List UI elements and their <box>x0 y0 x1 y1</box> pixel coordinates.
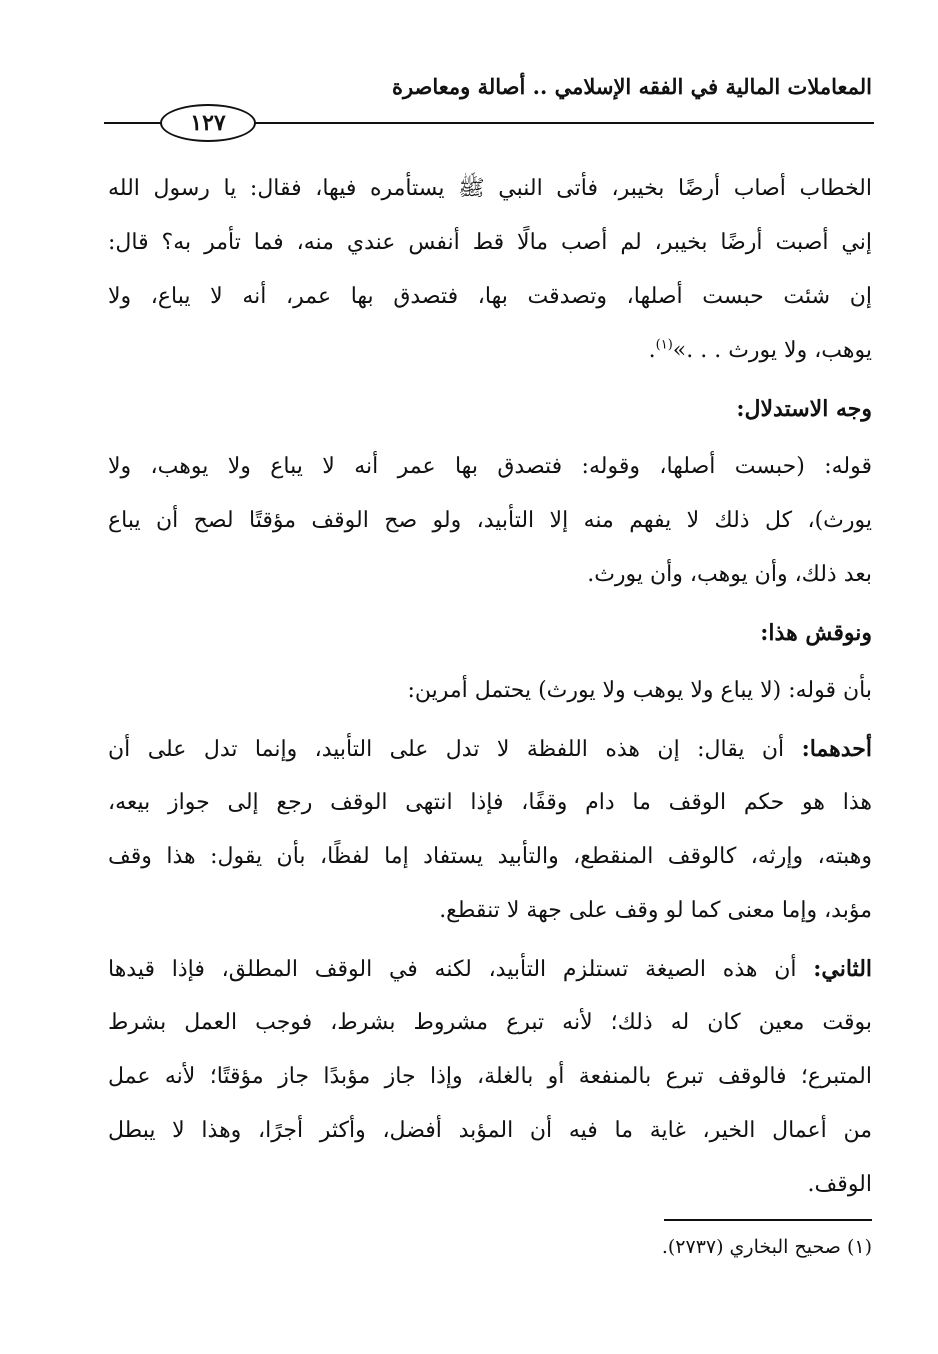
text-line: إني أصبت أرضًا بخيبر، لم أصب مالًا قط أنفس عندي منه، فما تأمر به؟ قال: <box>108 230 872 255</box>
text-line: مؤبد، وإما معنى كما لو وقف على جهة لا تنقطع. <box>439 898 872 923</box>
body-text <box>108 162 872 1212</box>
text-line-content: يوهب، ولا يورث . . .» <box>672 338 872 363</box>
text-line: وهبته، وإرثه، كالوقف المنقطع، والتأبيد يستفاد إما لفظًا، بأن يقول: هذا وقف <box>108 844 872 869</box>
text-line: من أعمال الخير، غاية ما فيه أن المؤبد أفضل، وأكثر أجرًا، وهذا لا يبطل <box>108 1118 872 1143</box>
footnote-divider <box>664 1219 872 1221</box>
text-line: هذا هو حكم الوقف ما دام وقفًا، فإذا انتهى الوقف رجع إلى جواز بيعه، <box>108 790 872 815</box>
text-line: الخطاب أصاب أرضًا بخيبر، فأتى النبي ﷺ يستأمره فيها، فقال: يا رسول الله <box>108 176 872 201</box>
text-line: يورث)، كل ذلك لا يفهم منه إلا التأبيد، ولو صح الوقف مؤقتًا لصح أن يباع <box>108 508 872 533</box>
text-line-content: أن يقال: إن هذه اللفظة لا تدل على التأبيد، وإنما تدل على أن <box>108 737 785 762</box>
text-line: بعد ذلك، وأن يوهب، وأن يورث. <box>587 562 872 587</box>
section-heading: ونوقش هذا: <box>760 620 872 646</box>
text-line-content: أن هذه الصيغة تستلزم التأبيد، لكنه في الوقف المطلق، فإذا قيدها <box>108 957 797 982</box>
text-line: الوقف. <box>807 1172 872 1197</box>
text-line: قوله: (حبست أصلها، وقوله: فتصدق بها عمر أنه لا يباع ولا يوهب، ولا <box>108 454 872 479</box>
section-heading: وجه الاستدلال: <box>736 396 872 422</box>
running-header: المعاملات المالية في الفقه الإسلامي .. أصالة ومعاصرة <box>391 74 872 99</box>
text-line <box>108 722 872 776</box>
text-line: بأن قوله: (لا يباع ولا يوهب ولا يورث) يحتمل أمرين: <box>407 678 872 703</box>
sentence-period: . <box>648 338 656 363</box>
text-line: المتبرع؛ فالوقف تبرع بالمنفعة أو بالغلة، وإذا جاز مؤبدًا جاز مؤقتًا؛ لأنه عمل <box>108 1064 872 1089</box>
page-number: ١٢٧ <box>160 104 256 142</box>
text-line <box>108 942 872 996</box>
footnote: (١) صحيح البخاري (٢٧٣٧). <box>661 1236 872 1258</box>
text-line <box>108 324 872 378</box>
point-label: أحدهما: <box>801 736 872 762</box>
footnote-reference: (١) <box>655 337 673 353</box>
text-line: بوقت معين كان له ذلك؛ لأنه تبرع مشروط بشرط، فوجب العمل بشرط <box>108 1010 872 1035</box>
point-label: الثاني: <box>813 956 873 982</box>
text-line: إن شئت حبست أصلها، وتصدقت بها، فتصدق بها عمر، أنه لا يباع، ولا <box>108 284 872 309</box>
